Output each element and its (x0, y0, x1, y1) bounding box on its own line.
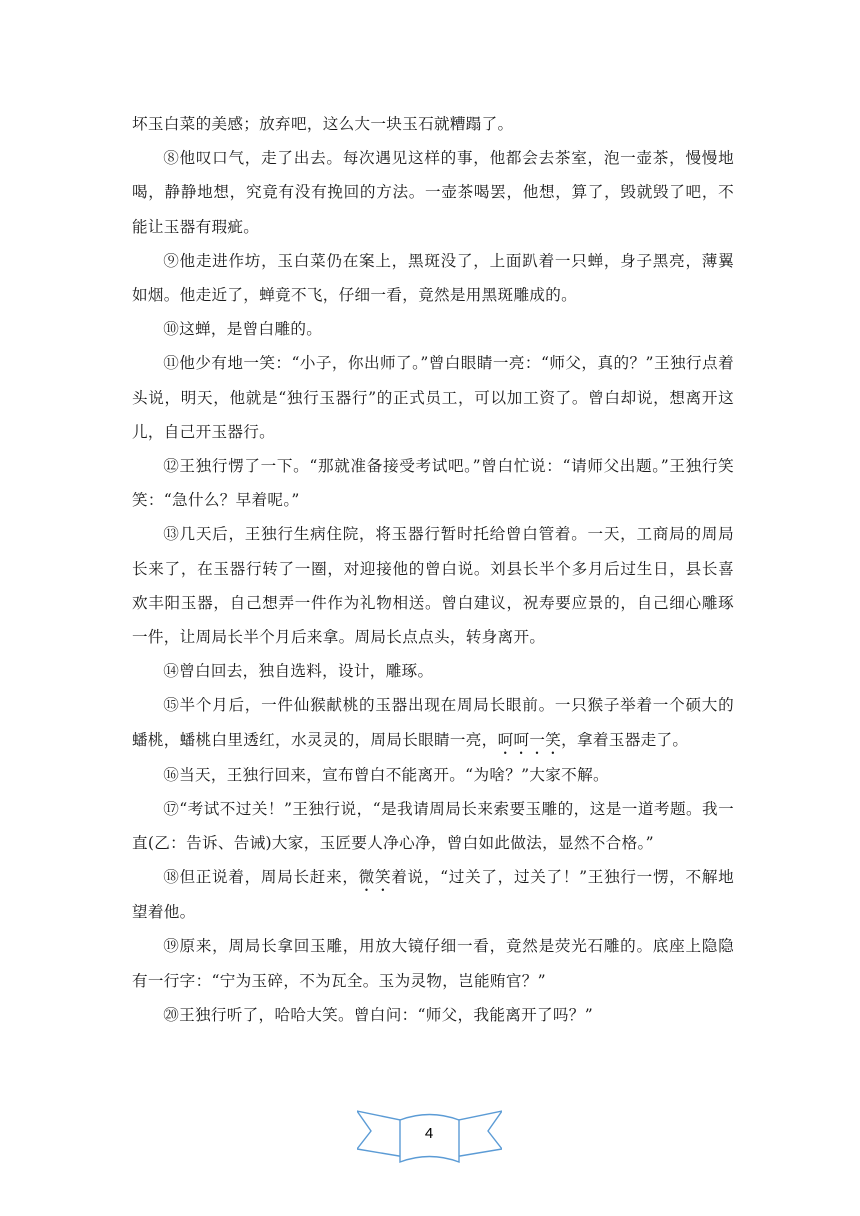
paragraph-18-text-after: 着说，“过关了，过关了！”王独行一愣，不解地望着他。 (132, 868, 735, 922)
paragraph-16: ⑯当天，王独行回来，宣布曾白不能离开。“为啥？”大家不解。 (163, 765, 609, 784)
paragraph-20: ⑳王独行听了，哈哈大笑。曾白问：“师父，我能离开了吗？” (163, 1005, 593, 1024)
paragraph-14: ⑭曾白回去，独自选料，设计，雕琢。 (163, 662, 434, 681)
paragraph-18-text-before: ⑱但正说着，周局长赶来， (163, 868, 359, 887)
paragraph-9: ⑨他走进作坊，玉白菜仍在案上，黑斑没了，上面趴着一只蝉，身子黑亮，薄翼如烟。他走近了，蝉竟不飞，仔细一看，竟然是用黑斑雕成的。 (132, 251, 734, 305)
paragraph-15 (132, 688, 734, 757)
paragraph-19: ⑲原来，周局长拿回玉雕，用放大镜仔细一看，竟然是荧光石雕的。底座上隐隐有一行字：“宁为玉碎，不为瓦全。玉为灵物，岂能贿官？” (132, 937, 734, 990)
dotted-phrase-laugh: 呵呵一笑 (497, 730, 562, 749)
paragraph-8: ⑧他叹口气，走了出去。每次遇见这样的事，他都会去茶室，泡一壶茶，慢慢地喝，静静地想，究竟有没有挽回的方法。一壶茶喝罢，他想，算了，毁就毁了吧，不能让玉器有瑕疵。 (132, 149, 734, 236)
article-body (132, 107, 734, 1032)
ribbon-left-tail (357, 1111, 405, 1157)
paragraph-13: ⑬几天后，王独行生病住院，将玉器行暂时托给曾白管着。一天，工商局的周局长来了，在玉器行转了一圈，对迎接他的曾白说。刘县长半个多月后过生日，县长喜欢丰阳玉器，自己想弄一件作为礼物相送。曾白建议，祝寿要应景的，自己细心雕琢一件，让周局长半个月后来拿。周局长点点头，转身离开。 (132, 525, 734, 647)
paragraph-11: ⑪他少有地一笑：“小子，你出师了。”曾白眼睛一亮：“师父，真的？”王独行点着头说，明天，他就是“独行玉器行”的正式员工，可以加工资了。曾白却说，想离开这儿，自己开玉器行。 (132, 354, 734, 441)
paragraph-18 (132, 860, 734, 929)
paragraph-7-ending: 坏玉白菜的美感；放弃吧，这么大一块玉石就糟蹋了。 (132, 115, 514, 133)
ribbon-right-tail (454, 1111, 502, 1157)
paragraph-10: ⑩这蝉，是曾白雕的。 (163, 320, 323, 339)
dotted-word-smile: 微笑 (358, 868, 392, 887)
paragraph-17: ⑰“考试不过关！”王独行说，“是我请周局长来索要玉雕的，这是一道考题。我一直(乙：告诉、告诫)大家，玉匠要人净心净，曾白如此做法，显然不合格。” (132, 799, 734, 853)
paragraph-12: ⑫王独行愣了一下。“那就准备接受考试吧。”曾白忙说：“请师父出题。”王独行笑笑：“急什么？早着呢。” (132, 457, 734, 510)
paragraph-15-text-after: ，拿着玉器走了。 (561, 730, 689, 749)
page-number: 4 (424, 1125, 434, 1142)
paragraph-15-text-before: ⑮半个月后，一件仙猴献桃的玉器出现在周局长眼前。一只猴子举着一个硕大的蟠桃，蟠桃白里透红，水灵灵的，周局长眼睛一亮， (132, 696, 734, 749)
